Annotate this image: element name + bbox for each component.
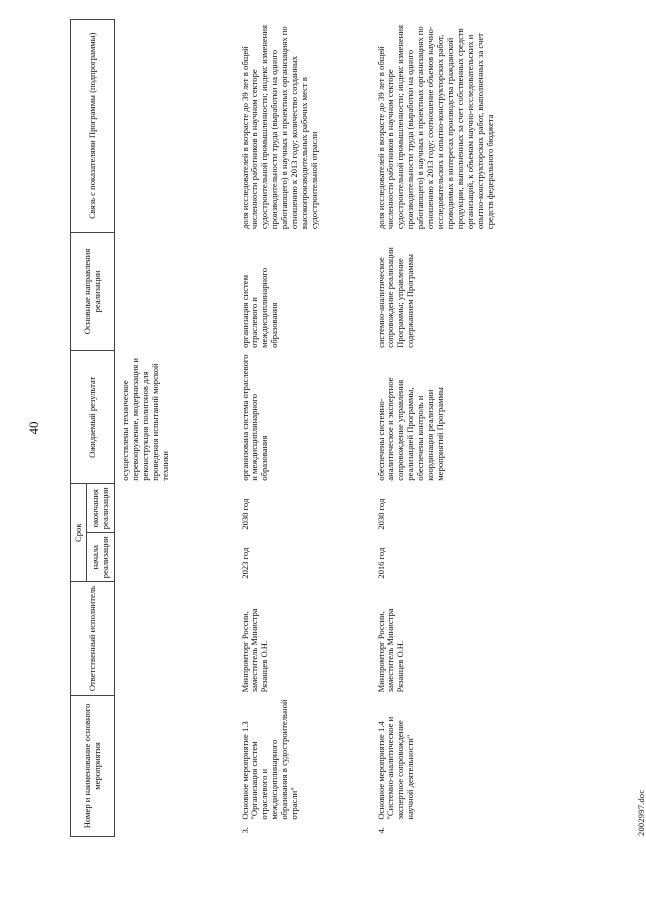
directions: организация систем отраслевого и междисциплинарного образования [239, 267, 280, 348]
executor: Минпромторг России, заместитель Министра Рязанцев О.Н. [375, 608, 406, 693]
rotated-document-page [26, 19, 646, 837]
expected-result: осуществлены техническое перевооружение, модернизация и реконструкция полигонов для проведения испытаний морской техники [120, 358, 170, 481]
header-name: Номер и наименование основного мероприятия [71, 695, 115, 836]
table-row [235, 20, 371, 837]
directions: системно-аналитическое сопровождение реализации Программы; управление содержанием Программы [375, 247, 416, 348]
end-year: 2030 год [239, 498, 250, 530]
header-directions: Основные направления реализации [71, 232, 115, 351]
expected-result: обеспечены системно-аналитическое и экспертное сопровождение управления реализацией Программы, обеспечены контроль и координация реализации мероприятий Программы [375, 377, 446, 481]
measure-name [115, 695, 235, 822]
header-executor: Ответственный исполнитель [71, 582, 115, 696]
end-year: 2030 год [375, 498, 386, 530]
page-number: 40 [26, 421, 41, 435]
header-end: окончания реализации [87, 484, 115, 533]
row-number: 3. [239, 827, 250, 834]
table-row [371, 20, 498, 837]
start-year: 2023 год [239, 547, 250, 579]
row-number [115, 823, 235, 837]
file-label: 2002997.doc [636, 789, 646, 836]
start-year [115, 533, 235, 582]
row-number: 4. [375, 827, 386, 834]
table-row [115, 20, 235, 837]
measure-name: Основное мероприятие 1.3 "Организация систем отраслевого и междисциплинарного образования в судостроительной отрасли" [239, 699, 300, 820]
executor: Минпромторг России, заместитель Министра Рязанцев О.Н. [239, 608, 270, 693]
header-link: Связь с показателями Программы (подпрограммы) [71, 20, 115, 233]
indicators-link [115, 20, 235, 233]
header-start: начала реализации [87, 533, 115, 582]
measure-name: Основное мероприятие 1.4 "Системно-аналитическое и экспертное сопровождение научной деятельности" [375, 716, 416, 820]
indicators-link: доля исследователей в возрасте до 39 лет в общей численности работников в научном секторе судостроительной промышленности; индекс изменения производительности труда (выработки на одного работающего) в научных и проектных организациях по отношению к 2013 году; соотношение объемов научно-исследовательских и опытно-конструкторских работ, проводимых в интересах производства гражданской продукции, выполненных за счет собственных средств организаций, к объемам научно-исследовательских и опытно-конструкторских работ, выполненных за счет средств федерального бюджета [375, 25, 496, 230]
header-result: Ожидаемый результат [71, 351, 115, 484]
start-year: 2016 год [375, 547, 386, 579]
indicators-link: доля исследователей в возрасте до 39 лет в общей численности работников в научном секторе судостроительной промышленности; индекс изменения производительности труда (выработки на одного работающего) в научных и проектных организациях по отношению к 2013 году; количество созданных высокопроизводительных рабочих мест в судостроительной отрасли [239, 25, 320, 230]
program-measures-table [70, 19, 497, 837]
expected-result: организована система отраслевого и междисциплинарного образования [239, 354, 270, 481]
header-term: Срок [71, 484, 87, 582]
end-year [115, 484, 235, 533]
executor [115, 582, 235, 696]
directions [115, 232, 235, 351]
